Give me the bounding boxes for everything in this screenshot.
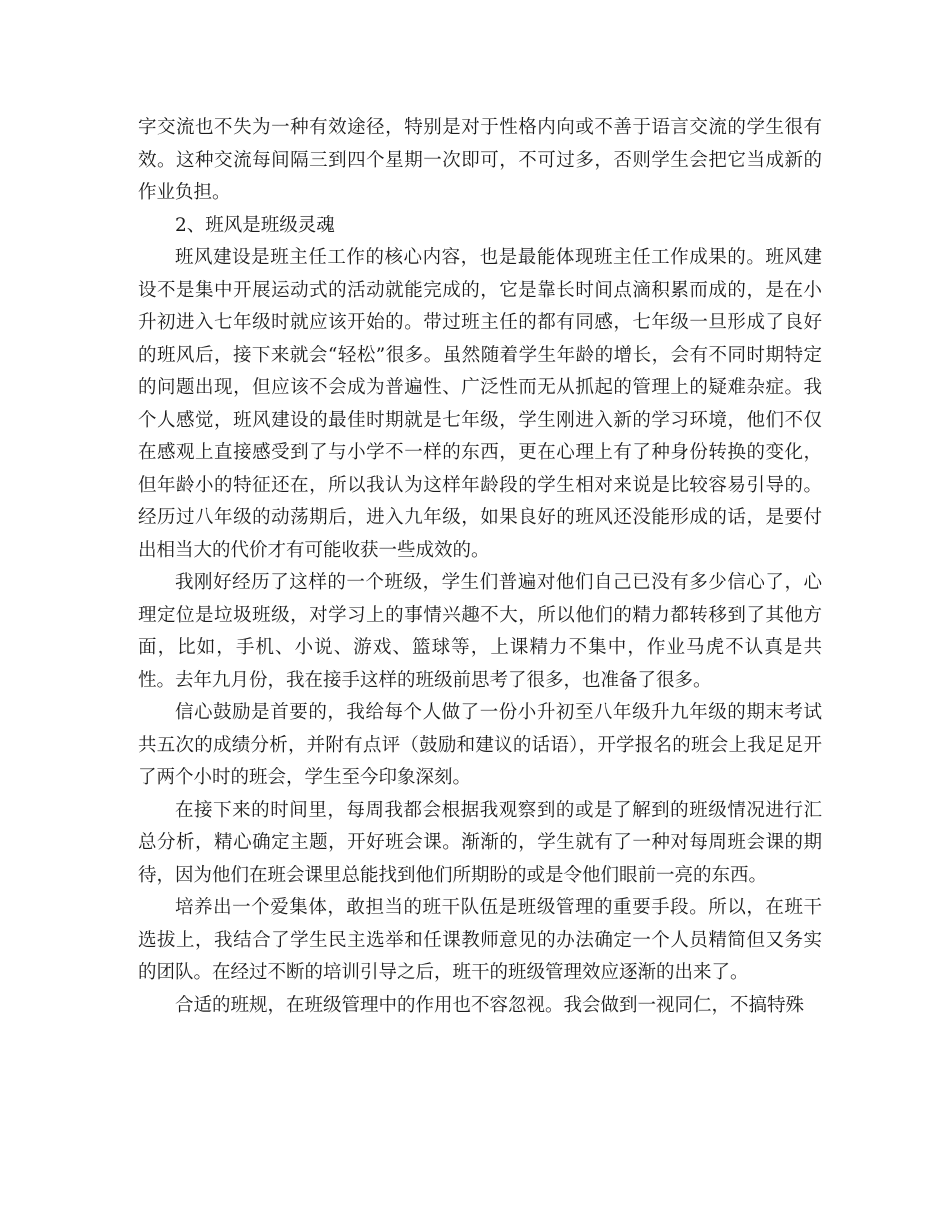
paragraph-class-style: 班风建设是班主任工作的核心内容，也是最能体现班主任工作成果的。班风建设不是集中开展运动式的活动就能完成的，它是靠长时间点滴积累而成的，是在小升初进入七年级时就应该开始的。带过班主任的都有同感，七年级一旦形成了良好的班风后，接下来就会“轻松”很多。虽然随着学生年龄的增长，会有不同时期特定的问题出现，但应该不会成为普遍性、广泛性而无从抓起的管理上的疑难杂症。我个人感觉，班风建设的最佳时期就是七年级，学生刚进入新的学习环境，他们不仅在感观上直接感受到了与小学不一样的东西，更在心理上有了种身份转换的变化，但年龄小的特征还在，所以我认为这样年龄段的学生相对来说是比较容易引导的。经历过八年级的动荡期后，进入九年级，如果良好的班风还没能形成的话，是要付出相当大的代价才有可能收获一些成效的。 [138, 247, 822, 561]
section-heading: 2、班风是班级灵魂 [175, 214, 335, 236]
document-body [138, 112, 822, 1022]
paragraph-continued: 字交流也不失为一种有效途径，特别是对于性格内向或不善于语言交流的学生很有效。这种交流每间隔三到四个星期一次即可，不可过多，否则学生会把它当成新的作业负担。 [138, 117, 822, 203]
paragraph-class-cadres: 培养出一个爱集体，敢担当的班干队伍是班级管理的重要手段。所以，在班干选拔上，我结合了学生民主选举和任课教师意见的办法确定一个人员精简但又务实的团队。在经过不断的培训引导之后，班干的班级管理效应逐渐的出来了。 [138, 897, 822, 983]
paragraph-weekly-meetings: 在接下来的时间里，每周我都会根据我观察到的或是了解到的班级情况进行汇总分析，精心确定主题，开好班会课。渐渐的，学生就有了一种对每周班会课的期待，因为他们在班会课里总能找到他们所期盼的或是令他们眼前一亮的东西。 [138, 799, 822, 886]
paragraph-experience: 我刚好经历了这样的一个班级，学生们普遍对他们自己已没有多少信心了，心理定位是垃圾班级，对学习上的事情兴趣不大，所以他们的精力都转移到了其他方面，比如，手机、小说、游戏、篮球等，上课精力不集中，作业马虎不认真是共性。去年九月份，我在接手这样的班级前思考了很多，也准备了很多。 [138, 572, 822, 691]
paragraph-confidence: 信心鼓励是首要的，我给每个人做了一份小升初至八年级升九年级的期末考试共五次的成绩分析，并附有点评（鼓励和建议的话语），开学报名的班会上我足足开了两个小时的班会，学生至今印象深刻。 [138, 702, 822, 788]
paragraph-class-rules: 合适的班规，在班级管理中的作用也不容忽视。我会做到一视同仁，不搞特殊 [175, 994, 805, 1016]
